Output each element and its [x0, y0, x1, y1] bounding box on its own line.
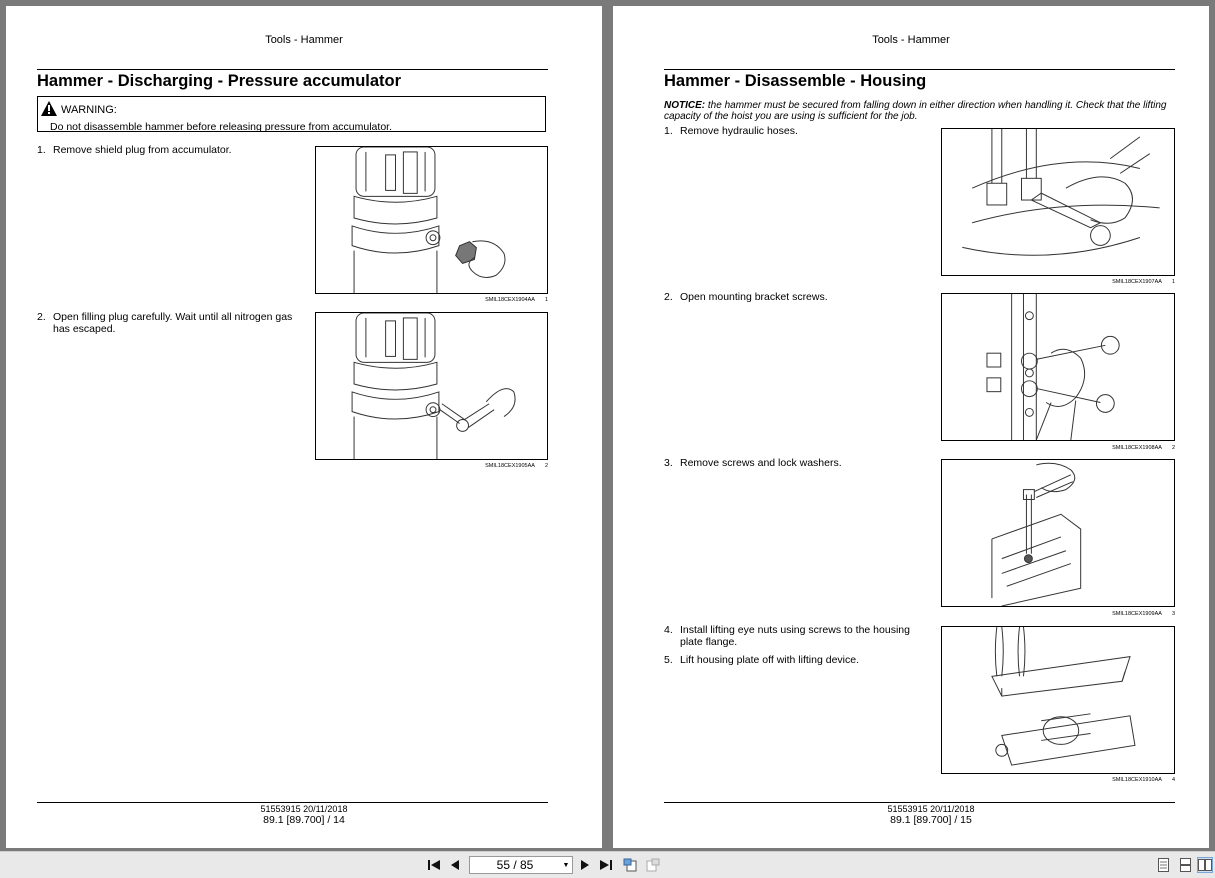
- header-rule: [664, 69, 1175, 70]
- figure-lift-housing-plate: [941, 626, 1175, 774]
- step-number: 2.: [37, 311, 46, 323]
- step-number: 4.: [664, 624, 673, 636]
- step-item: [664, 291, 926, 303]
- figure-number: 2: [544, 463, 548, 469]
- footer-rule: [37, 802, 548, 803]
- figure-mounting-bracket-screws: [941, 293, 1175, 441]
- step-text: Remove screws and lock washers.: [680, 457, 842, 469]
- go-forward-icon[interactable]: [645, 857, 661, 873]
- figure-number: 1: [1171, 279, 1175, 285]
- step-text: Remove shield plug from accumulator.: [53, 144, 232, 156]
- pdf-navigation-toolbar: [0, 851, 1215, 878]
- step-number: 5.: [664, 654, 673, 666]
- page-indicator: 55 / 85: [496, 858, 534, 872]
- figure-caption: [1073, 279, 1175, 285]
- section-title: Hammer - Disassemble - Housing: [664, 72, 927, 90]
- step-item: [664, 654, 926, 666]
- continuous-view-icon[interactable]: [1177, 857, 1193, 873]
- notice-paragraph: [664, 100, 1176, 122]
- right-document-page: [613, 6, 1209, 848]
- running-head: Tools - Hammer: [872, 34, 950, 46]
- figure-code: SMIL18CEX1908AA: [1112, 445, 1162, 451]
- figure-caption: [1073, 445, 1175, 451]
- step-text: Lift housing plate off with lifting device.: [680, 654, 859, 666]
- go-back-icon[interactable]: [622, 857, 638, 873]
- header-rule: [37, 69, 548, 70]
- figure-number: 4: [1171, 777, 1175, 783]
- step-number: 1.: [37, 144, 46, 156]
- single-page-view-icon[interactable]: [1155, 857, 1171, 873]
- footer-rule: [664, 802, 1175, 803]
- step-item: [664, 624, 926, 648]
- footer-page-number: 89.1 [89.700] / 15: [890, 814, 972, 826]
- left-document-page: [6, 6, 602, 848]
- notice-text: the hammer must be secured from falling down in either direction when handling it. Check that the lifting capacity of the hoist you are using is sufficient for the job.: [664, 100, 1167, 122]
- figure-code: SMIL18CEX1905AA: [485, 463, 535, 469]
- figure-accumulator-filling-plug: [315, 312, 548, 460]
- next-page-icon[interactable]: [577, 857, 593, 873]
- warning-label: WARNING:: [61, 104, 117, 116]
- footer-document-id: 51553915 20/11/2018: [260, 804, 348, 814]
- figure-code: SMIL18CEX1909AA: [1112, 611, 1162, 617]
- figure-code: SMIL18CEX1910AA: [1112, 777, 1162, 783]
- figure-number: 2: [1171, 445, 1175, 451]
- running-head: Tools - Hammer: [265, 34, 343, 46]
- first-page-icon[interactable]: [426, 857, 442, 873]
- warning-triangle-icon: [41, 101, 57, 119]
- footer-page-number: 89.1 [89.700] / 14: [263, 814, 345, 826]
- figure-hydraulic-hoses: [941, 128, 1175, 276]
- step-text: Install lifting eye nuts using screws to the housing plate flange.: [680, 624, 910, 648]
- warning-box: [37, 96, 546, 132]
- step-item: [37, 311, 297, 335]
- step-item: [37, 144, 297, 156]
- figure-caption: [1073, 611, 1175, 617]
- step-text: Open filling plug carefully. Wait until all nitrogen gas has escaped.: [53, 311, 293, 335]
- figure-caption: [446, 463, 548, 469]
- figure-code: SMIL18CEX1904AA: [485, 297, 535, 303]
- notice-label: NOTICE:: [664, 100, 706, 111]
- warning-heading: [41, 101, 117, 119]
- figure-caption: [446, 297, 548, 303]
- page-number-select[interactable]: [469, 856, 573, 874]
- figure-number: 1: [544, 297, 548, 303]
- step-item: [664, 125, 926, 137]
- section-title: Hammer - Discharging - Pressure accumulator: [37, 72, 402, 90]
- previous-page-icon[interactable]: [447, 857, 463, 873]
- last-page-icon[interactable]: [598, 857, 614, 873]
- footer-document-id: 51553915 20/11/2018: [887, 804, 975, 814]
- facing-pages-view-icon[interactable]: [1197, 857, 1213, 873]
- step-text: Remove hydraulic hoses.: [680, 125, 798, 137]
- figure-caption: [1073, 777, 1175, 783]
- figure-code: SMIL18CEX1907AA: [1112, 279, 1162, 285]
- step-item: [664, 457, 926, 469]
- figure-screws-lock-washers: [941, 459, 1175, 607]
- step-number: 1.: [664, 125, 673, 137]
- warning-text: Do not disassemble hammer before releasing pressure from accumulator.: [50, 121, 392, 133]
- step-number: 2.: [664, 291, 673, 303]
- figure-number: 3: [1171, 611, 1175, 617]
- step-text: Open mounting bracket screws.: [680, 291, 828, 303]
- step-number: 3.: [664, 457, 673, 469]
- figure-accumulator-shield-plug: [315, 146, 548, 294]
- chevron-down-icon: ▼: [562, 861, 570, 869]
